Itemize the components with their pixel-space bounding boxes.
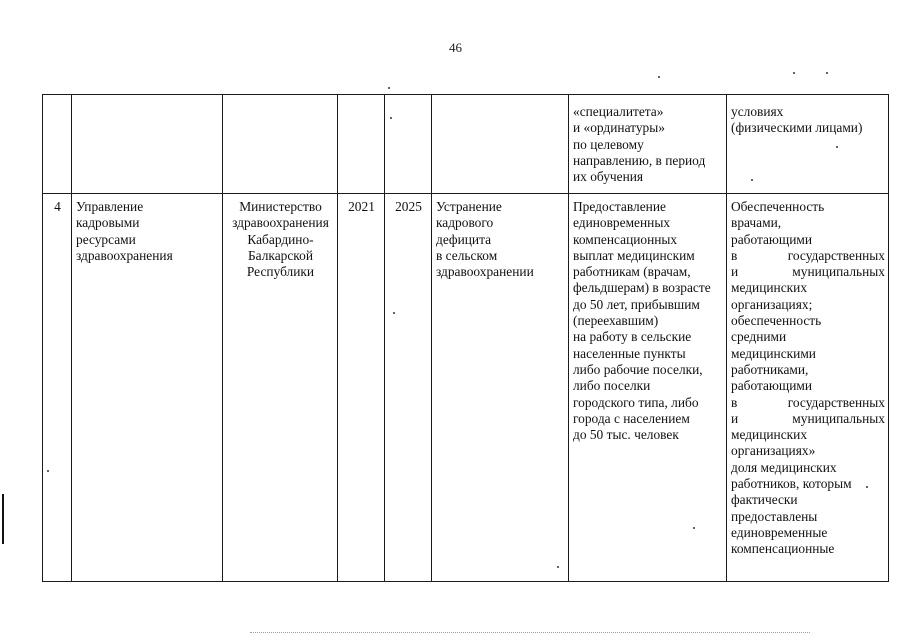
indicator-line: доля медицинских <box>731 459 837 475</box>
page-number: 46 <box>449 40 462 55</box>
text-line: дефицита <box>436 231 492 247</box>
scan-speck <box>693 527 695 529</box>
indicator-text <box>731 104 885 137</box>
scan-speck <box>836 146 838 148</box>
indicator-line: Обеспеченность <box>731 199 825 214</box>
scan-speck <box>47 470 49 472</box>
indicator-line: медицинских <box>731 427 808 443</box>
text-line: либо поселки <box>573 378 651 394</box>
text-line: кадрового <box>436 215 494 231</box>
text-line: «специалитета» <box>573 104 664 119</box>
indicator-line: фактически <box>731 492 798 508</box>
text-line: города с населением <box>573 410 690 426</box>
indicator-word: в <box>731 394 738 410</box>
executor-name <box>227 199 334 280</box>
indicator-line: работающими <box>731 378 813 394</box>
indicator-word: муниципальных <box>792 264 885 280</box>
goal-text <box>436 199 565 280</box>
cell-number <box>43 194 72 582</box>
text-line: Министерство <box>239 199 322 214</box>
year-start: 2021 <box>348 199 375 214</box>
indicator-word: и <box>731 410 739 426</box>
indicator-line <box>731 411 885 427</box>
indicator-line: врачами, <box>731 215 782 231</box>
text-line: выплат медицинским <box>573 247 695 263</box>
year-end: 2025 <box>395 199 422 214</box>
text-line: ресурсами <box>76 231 136 247</box>
text-line: Кабардино- <box>247 231 314 247</box>
measure-text <box>573 104 723 185</box>
scan-speck <box>751 179 753 181</box>
text-line: (физическими лицами) <box>731 120 863 136</box>
measure-text <box>573 199 723 443</box>
text-line: Управление <box>76 199 144 214</box>
text-line: Предоставление <box>573 199 666 214</box>
indicator-line: единовременные <box>731 524 828 540</box>
scan-speck <box>793 72 795 74</box>
text-line: фельдшерам) в возрасте <box>573 280 711 296</box>
text-line: населенные пункты <box>573 345 686 361</box>
text-line: работникам (врачам, <box>573 264 691 280</box>
text-line: до 50 лет, прибывшим <box>573 296 700 312</box>
text-line: условиях <box>731 104 784 119</box>
indicator-word: государственных <box>787 394 885 410</box>
text-line: здравоохранения <box>76 247 173 263</box>
text-line: по целевому <box>573 136 644 152</box>
task-name <box>76 199 219 264</box>
text-line: единовременных <box>573 215 671 231</box>
indicator-line: компенсационные <box>731 541 835 557</box>
indicator-line <box>731 248 885 264</box>
cell-number <box>43 95 72 194</box>
scan-mark <box>2 494 4 544</box>
cell-year-end <box>385 95 432 194</box>
text-line: их обучения <box>573 169 644 185</box>
text-line: кадровыми <box>76 215 140 231</box>
text-line: (переехавшим) <box>573 313 659 329</box>
text-line: и «ординатуры» <box>573 120 665 136</box>
scan-speck <box>393 312 395 314</box>
cell-name <box>72 95 223 194</box>
text-line: здравоохранения <box>232 215 329 231</box>
cell-name <box>72 194 223 582</box>
indicator-line: медицинских <box>731 280 808 296</box>
scan-speck <box>866 486 868 488</box>
program-table <box>42 94 889 582</box>
indicator-line: работниками, <box>731 361 809 377</box>
text-line: Балкарской <box>247 247 313 263</box>
text-line: в сельском <box>436 247 498 263</box>
table-row <box>43 95 889 194</box>
cell-measure <box>569 95 727 194</box>
text-line: городского типа, либо <box>573 394 699 410</box>
indicator-line: работающими <box>731 231 813 247</box>
text-line: компенсационных <box>573 231 678 247</box>
cell-goal <box>432 95 569 194</box>
indicator-line: работников, которым <box>731 476 852 492</box>
indicator-line: обеспеченность <box>731 313 822 329</box>
cell-year-start <box>338 95 385 194</box>
indicator-line <box>731 395 885 411</box>
indicator-line: медицинскими <box>731 345 816 361</box>
cell-executor <box>223 194 338 582</box>
text-line: направлению, в период <box>573 152 706 168</box>
cell-executor <box>223 95 338 194</box>
indicator-word: и <box>731 264 739 280</box>
text-line: до 50 тыс. человек <box>573 427 679 443</box>
scan-speck <box>388 87 390 89</box>
scan-speck <box>390 117 392 119</box>
scan-speck <box>826 72 828 74</box>
table-row <box>43 194 889 582</box>
indicator-line: средними <box>731 329 787 345</box>
text-line: Устранение <box>436 199 502 214</box>
text-line: Республики <box>246 264 315 280</box>
scan-edge <box>250 632 810 634</box>
text-line: либо рабочие поселки, <box>573 361 703 377</box>
row-number: 4 <box>54 199 61 214</box>
indicator-word: государственных <box>787 247 885 263</box>
indicator-word: муниципальных <box>792 410 885 426</box>
cell-year-start <box>338 194 385 582</box>
indicator-line: предоставлены <box>731 508 818 524</box>
text-line: на работу в сельские <box>573 329 692 345</box>
cell-indicator <box>727 194 889 582</box>
indicator-line: организациях; <box>731 296 813 312</box>
indicator-line: организациях» <box>731 443 816 459</box>
scan-speck <box>557 566 559 568</box>
cell-year-end <box>385 194 432 582</box>
indicator-word: в <box>731 247 738 263</box>
cell-measure <box>569 194 727 582</box>
text-line: здравоохранении <box>436 264 534 280</box>
scan-speck <box>658 76 660 78</box>
indicator-line <box>731 264 885 280</box>
cell-goal <box>432 194 569 582</box>
